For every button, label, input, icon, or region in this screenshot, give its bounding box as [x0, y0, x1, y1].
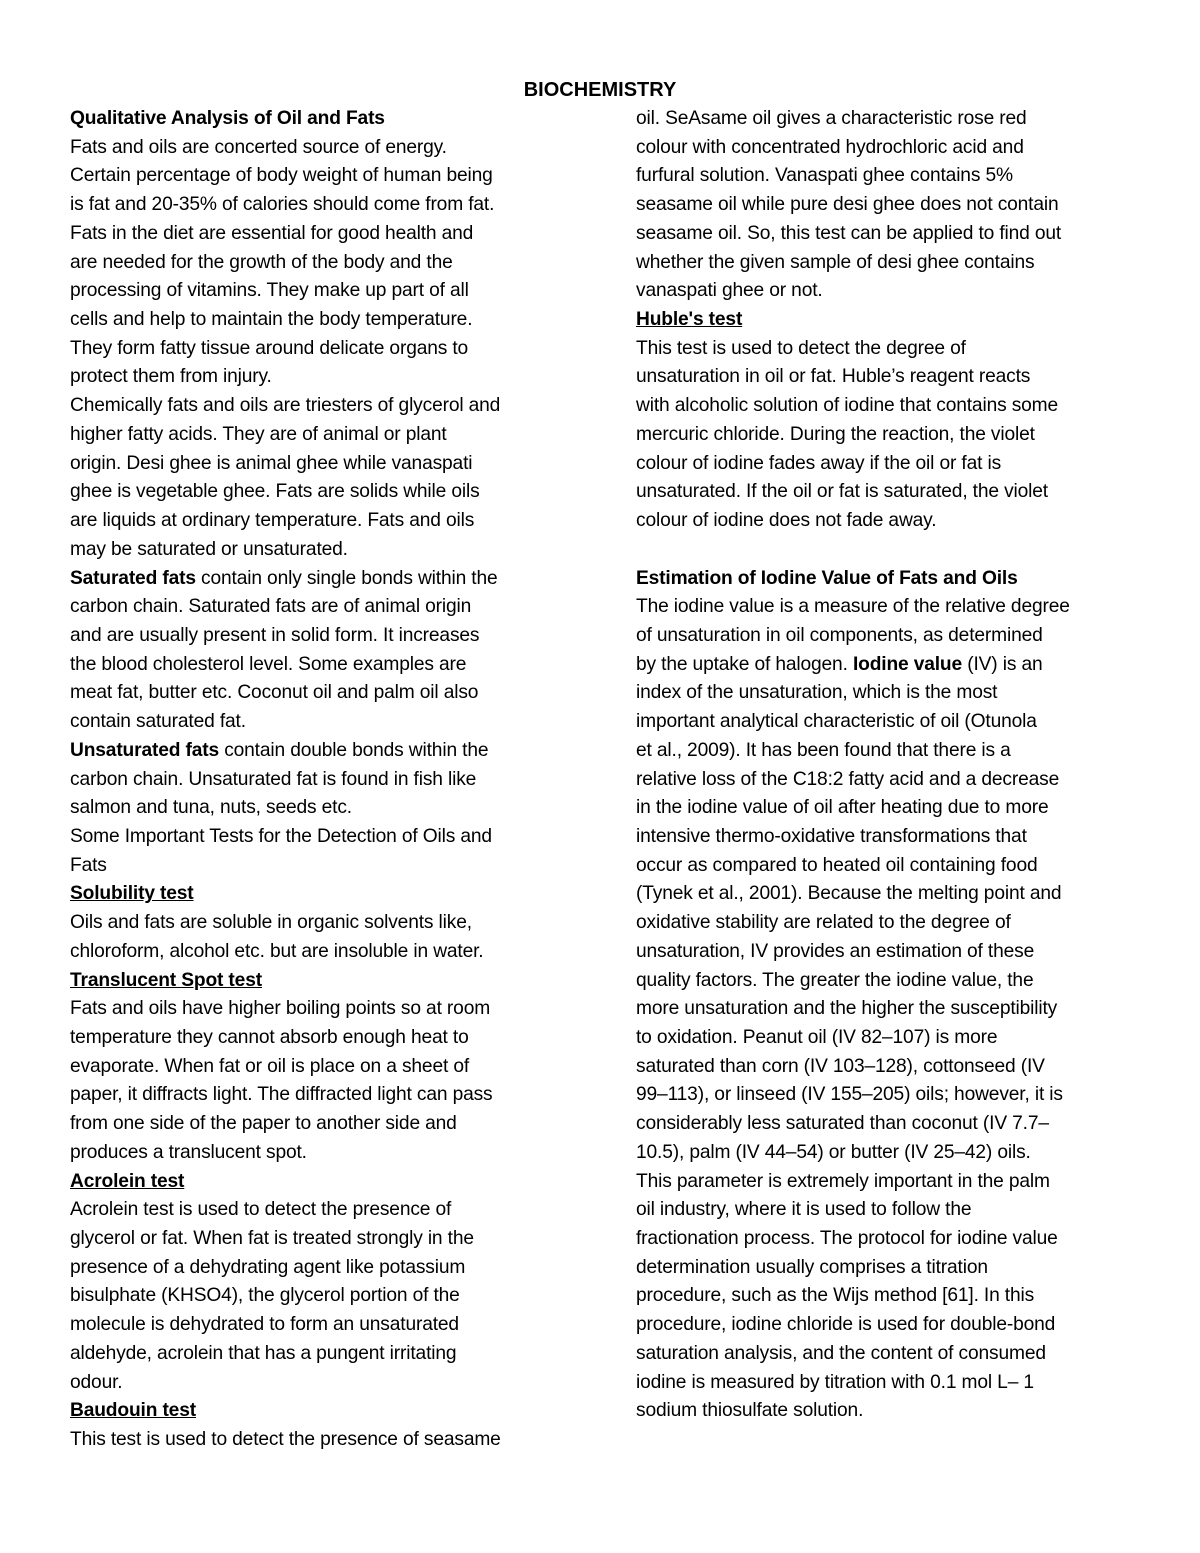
text-fragment: oxidative stability are related to the degree of: [636, 912, 1011, 934]
text-line: [70, 794, 570, 823]
text-line: [636, 1225, 1136, 1254]
text-fragment: Acrolein test is used to detect the presence of: [70, 1199, 452, 1221]
section-heading: [70, 880, 570, 909]
text-line: [636, 134, 1136, 163]
text-line: [70, 1024, 570, 1053]
text-fragment: the blood cholesterol level. Some examples are: [70, 653, 467, 675]
text-fragment: odour.: [70, 1371, 123, 1393]
text-fragment: are liquids at ordinary temperature. Fats and oils: [70, 510, 475, 532]
text-line: [70, 766, 570, 795]
text-fragment: to oxidation. Peanut oil (IV 82–107) is more: [636, 1027, 998, 1048]
text-line: [70, 1254, 570, 1283]
text-line: [636, 880, 1136, 909]
text-line: [636, 363, 1136, 392]
text-fragment: This test is used to detect the presence of seasame: [70, 1429, 501, 1451]
text-fragment: Oils and fats are soluble in organic solvents like,: [70, 912, 472, 934]
text-line: [70, 306, 570, 335]
text-fragment: considerably less saturated than coconut (IV 7.7–: [636, 1113, 1049, 1135]
text-line: [70, 1053, 570, 1082]
text-fragment: presence of a dehydrating agent like potassium: [70, 1256, 466, 1278]
section-heading: [70, 1397, 570, 1426]
heading: [636, 565, 1136, 594]
text-fragment: Fats and oils are concerted source of energy.: [70, 136, 447, 158]
text-line: [636, 1282, 1136, 1311]
text-line: [70, 679, 570, 708]
text-fragment: salmon and tuna, nuts, seeds etc.: [70, 797, 352, 819]
text-line: [636, 1139, 1136, 1168]
text-fragment: occur as compared to heated oil containing food: [636, 854, 1038, 876]
text-fragment: more unsaturation and the higher the susceptibility: [636, 998, 1058, 1020]
text-fragment: saturation analysis, and the content of consumed: [636, 1342, 1046, 1364]
text-fragment: They form fatty tissue around delicate organs to: [70, 337, 469, 359]
blank-line: [636, 536, 1136, 565]
text-line: [636, 938, 1136, 967]
text-line: [70, 1196, 570, 1225]
text-line: [636, 823, 1136, 852]
bold-term: Iodine value: [852, 653, 963, 675]
text-line: [636, 967, 1136, 996]
text-fragment: Fats: [70, 854, 107, 876]
text-line: [70, 995, 570, 1024]
text-line: [636, 909, 1136, 938]
text-fragment: from one side of the paper to another side and: [70, 1113, 457, 1135]
text-line: [70, 191, 570, 220]
text-fragment: contain saturated fat.: [70, 711, 246, 733]
text-fragment: intensive thermo-oxidative transformations that: [636, 825, 1027, 847]
text-line: [636, 852, 1136, 881]
text-fragment: oil. SeAsame oil gives a characteristic rose red: [636, 108, 1027, 129]
text-line: [636, 478, 1136, 507]
text-line: [70, 938, 570, 967]
text-line: [636, 1024, 1136, 1053]
text-line: [70, 450, 570, 479]
text-line: [636, 392, 1136, 421]
text-fragment: Fats and oils have higher boiling points so at room: [70, 998, 491, 1020]
text-line: [70, 1340, 570, 1369]
text-fragment: Some Important Tests for the Detection of Oils and: [70, 825, 492, 847]
text-line: [636, 335, 1136, 364]
text-line: [636, 622, 1136, 651]
text-fragment: meat fat, butter etc. Coconut oil and palm oil also: [70, 682, 479, 704]
text-fragment: are needed for the growth of the body and the: [70, 251, 453, 273]
text-fragment: (Tynek et al., 2001). Because the melting point and: [636, 883, 1062, 905]
text-fragment: contain double bonds within the: [219, 739, 489, 761]
text-fragment: is fat and 20-35% of calories should come from fat.: [70, 194, 495, 216]
text-line: [636, 421, 1136, 450]
text-line: [70, 1311, 570, 1340]
text-fragment: colour of iodine does not fade away.: [636, 510, 937, 532]
text-line: [70, 1225, 570, 1254]
text-line: [636, 507, 1136, 536]
text-fragment: produces a translucent spot.: [70, 1141, 307, 1163]
text-line: [636, 1369, 1136, 1398]
text-line: [70, 708, 570, 737]
text-fragment: index of the unsaturation, which is the most: [636, 682, 998, 704]
text-line: [70, 134, 570, 163]
text-fragment: Fats in the diet are essential for good health and: [70, 222, 474, 244]
text-fragment: Huble's test: [636, 309, 743, 331]
section-heading: [636, 306, 1136, 335]
text-line: [70, 593, 570, 622]
text-line: [636, 1311, 1136, 1340]
right-text-column: [636, 105, 1136, 1426]
text-line: [70, 421, 570, 450]
text-fragment: mercuric chloride. During the reaction, the violet: [636, 423, 1035, 445]
text-fragment: Qualitative Analysis of Oil and Fats: [70, 108, 385, 129]
text-line: [636, 191, 1136, 220]
text-fragment: sodium thiosulfate solution.: [636, 1400, 864, 1422]
text-line: [636, 1110, 1136, 1139]
text-line: [636, 766, 1136, 795]
text-fragment: higher fatty acids. They are of animal or plant: [70, 423, 447, 445]
text-line: [636, 1397, 1136, 1426]
text-fragment: may be saturated or unsaturated.: [70, 538, 348, 560]
text-fragment: aldehyde, acrolein that has a pungent irritating: [70, 1342, 457, 1364]
text-line: [70, 478, 570, 507]
text-fragment: 10.5), palm (IV 44–54) or butter (IV 25–42) oils.: [636, 1141, 1031, 1163]
text-fragment: protect them from injury.: [70, 366, 272, 388]
text-fragment: evaporate. When fat or oil is place on a sheet of: [70, 1055, 470, 1077]
text-fragment: quality factors. The greater the iodine value, the: [636, 969, 1034, 991]
text-line: [636, 249, 1136, 278]
text-line: [636, 995, 1136, 1024]
text-fragment: Baudouin test: [70, 1400, 196, 1422]
text-fragment: iodine is measured by titration with 0.1 mol L– 1: [636, 1371, 1034, 1393]
text-fragment: origin. Desi ghee is animal ghee while vanaspati: [70, 452, 473, 474]
text-line: [636, 1168, 1136, 1197]
text-line: [70, 363, 570, 392]
text-fragment: oil industry, where it is used to follow the: [636, 1199, 972, 1221]
text-fragment: Certain percentage of body weight of human being: [70, 165, 493, 187]
text-fragment: whether the given sample of desi ghee contains: [636, 251, 1035, 273]
text-fragment: procedure, iodine chloride is used for double-bond: [636, 1314, 1056, 1336]
text-line: [70, 622, 570, 651]
text-line: [70, 335, 570, 364]
text-fragment: et al., 2009). It has been found that there is a: [636, 739, 1011, 761]
text-line: [636, 708, 1136, 737]
text-fragment: determination usually comprises a titration: [636, 1256, 988, 1278]
text-fragment: in the iodine value of oil after heating due to more: [636, 797, 1049, 819]
section-heading: [70, 967, 570, 996]
text-fragment: and are usually present in solid form. It increases: [70, 624, 480, 646]
text-fragment: Chemically fats and oils are triesters of glycerol and: [70, 395, 501, 417]
text-fragment: This parameter is extremely important in the palm: [636, 1170, 1050, 1192]
text-line: [636, 450, 1136, 479]
text-fragment: cells and help to maintain the body temperature.: [70, 309, 473, 331]
text-fragment: seasame oil while pure desi ghee does not contain: [636, 194, 1059, 216]
text-line: [70, 1426, 570, 1455]
bold-term: Saturated fats: [70, 567, 196, 589]
text-fragment: unsaturated. If the oil or fat is saturated, the violet: [636, 481, 1048, 503]
heading: [70, 105, 570, 134]
text-fragment: seasame oil. So, this test can be applied to find out: [636, 222, 1062, 244]
text-fragment: bisulphate (KHSO4), the glycerol portion of the: [70, 1285, 460, 1307]
text-line: [70, 277, 570, 306]
text-fragment: carbon chain. Unsaturated fat is found in fish like: [70, 768, 477, 790]
text-line: [636, 105, 1136, 134]
text-fragment: unsaturation in oil or fat. Huble’s reagent reacts: [636, 366, 1031, 388]
text-fragment: unsaturation, IV provides an estimation of these: [636, 940, 1035, 962]
text-fragment: This test is used to detect the degree of: [636, 337, 966, 359]
text-line: [70, 1282, 570, 1311]
text-fragment: relative loss of the C18:2 fatty acid and a decrease: [636, 768, 1060, 790]
text-line: [70, 737, 570, 766]
left-text-column: [70, 105, 570, 1455]
text-fragment: saturated than corn (IV 103–128), cottonseed (IV: [636, 1055, 1045, 1077]
text-fragment: fractionation process. The protocol for iodine value: [636, 1228, 1058, 1250]
text-fragment: ghee is vegetable ghee. Fats are solids while oils: [70, 481, 480, 503]
text-fragment: procedure, such as the Wijs method [61]. In this: [636, 1285, 1035, 1307]
text-line: [70, 392, 570, 421]
text-fragment: with alcoholic solution of iodine that contains some: [636, 395, 1059, 417]
bold-term: Unsaturated fats: [70, 739, 220, 761]
text-fragment: The iodine value is a measure of the relative degree: [636, 596, 1070, 618]
text-line: [636, 1053, 1136, 1082]
text-fragment: Translucent Spot test: [70, 969, 262, 991]
text-line: [70, 565, 570, 594]
text-line: [636, 220, 1136, 249]
text-line: [70, 1139, 570, 1168]
text-line: [636, 1081, 1136, 1110]
text-fragment: of unsaturation in oil components, as determined: [636, 624, 1043, 646]
text-fragment: colour of iodine fades away if the oil or fat is: [636, 452, 1002, 474]
text-fragment: carbon chain. Saturated fats are of animal origin: [70, 596, 472, 618]
text-fragment: Solubility test: [70, 883, 194, 905]
text-line: [636, 679, 1136, 708]
text-line: [636, 277, 1136, 306]
text-line: [70, 909, 570, 938]
text-line: [70, 162, 570, 191]
text-line: [70, 1110, 570, 1139]
text-fragment: contain only single bonds within the: [195, 567, 498, 589]
text-fragment: by the uptake of halogen.: [636, 653, 853, 675]
text-fragment: (IV) is an: [962, 653, 1043, 675]
text-line: [70, 1081, 570, 1110]
text-line: [70, 507, 570, 536]
text-fragment: paper, it diffracts light. The diffracted light can pass: [70, 1084, 493, 1106]
text-fragment: Estimation of Iodine Value of Fats and Oils: [636, 567, 1018, 589]
text-line: [636, 1196, 1136, 1225]
text-line: [636, 651, 1136, 680]
text-fragment: glycerol or fat. When fat is treated strongly in the: [70, 1228, 474, 1250]
text-line: [70, 536, 570, 565]
text-line: [70, 823, 570, 852]
text-fragment: important analytical characteristic of oil (Otunola: [636, 711, 1037, 733]
text-fragment: processing of vitamins. They make up part of all: [70, 280, 469, 302]
text-fragment: furfural solution. Vanaspati ghee contains 5%: [636, 165, 1013, 187]
text-line: [70, 249, 570, 278]
text-line: [636, 1254, 1136, 1283]
section-heading: [70, 1168, 570, 1197]
page-title: BIOCHEMISTRY: [523, 79, 677, 101]
text-line: [70, 1369, 570, 1398]
text-line: [636, 593, 1136, 622]
text-line: [636, 794, 1136, 823]
text-line: [70, 852, 570, 881]
text-fragment: chloroform, alcohol etc. but are insoluble in water.: [70, 940, 484, 962]
text-line: [636, 737, 1136, 766]
text-fragment: temperature they cannot absorb enough heat to: [70, 1027, 469, 1048]
text-line: [636, 162, 1136, 191]
text-fragment: 99–113), or linseed (IV 155–205) oils; however, it is: [636, 1084, 1063, 1106]
text-line: [70, 651, 570, 680]
text-fragment: molecule is dehydrated to form an unsaturated: [70, 1314, 459, 1336]
text-fragment: colour with concentrated hydrochloric acid and: [636, 136, 1024, 158]
text-fragment: Acrolein test: [70, 1170, 185, 1192]
text-line: [70, 220, 570, 249]
text-line: [636, 1340, 1136, 1369]
text-fragment: vanaspati ghee or not.: [636, 280, 823, 302]
